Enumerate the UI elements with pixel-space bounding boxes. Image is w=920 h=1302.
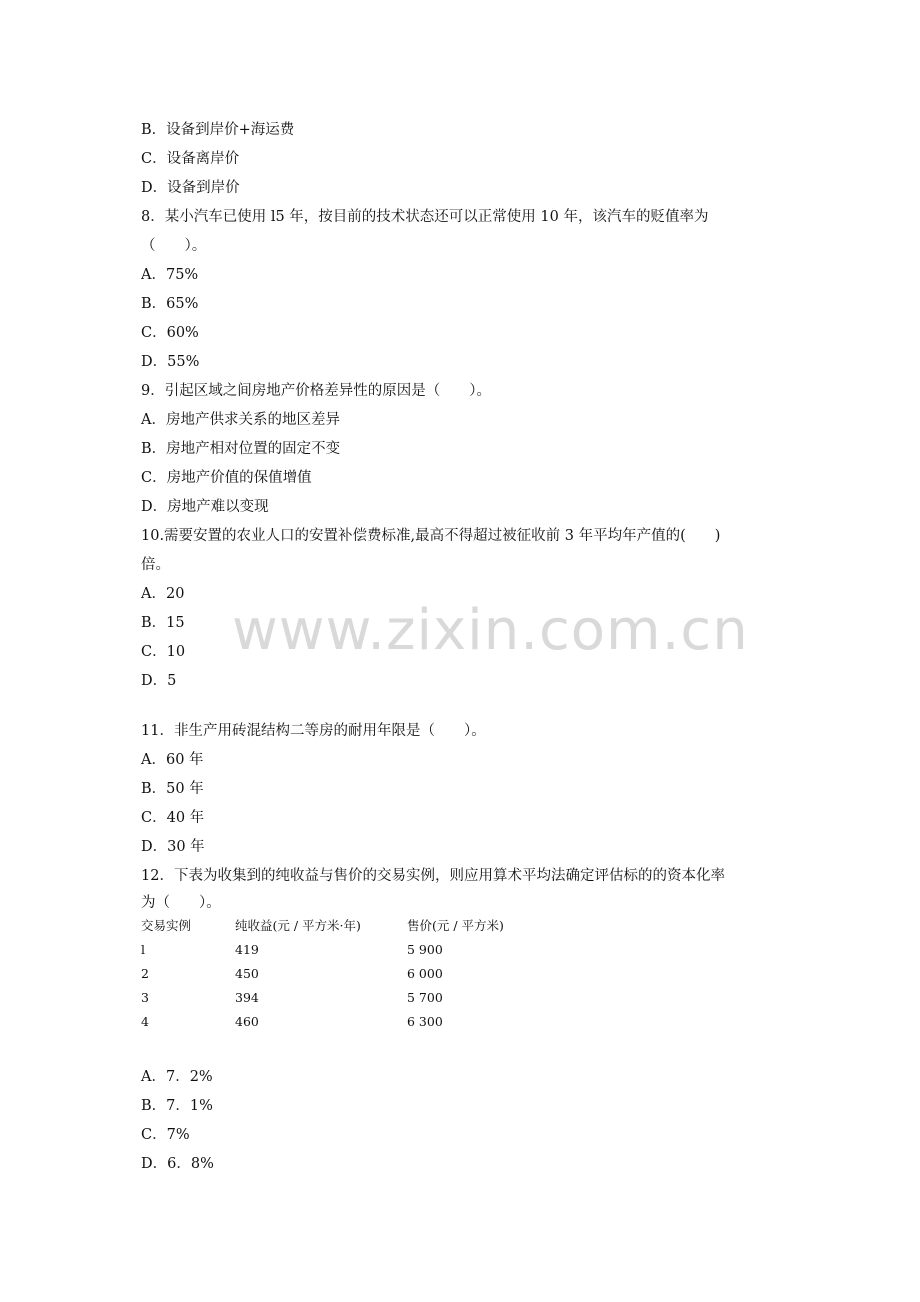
q8-stem: 8．某小汽车已使用 l5 年，按目前的技术状态还可以正常使用 10 年，该汽车的贬值率为 <box>141 209 709 225</box>
q11-option-a: A．60 年 <box>141 752 204 768</box>
q10-option-c: C．10 <box>141 644 186 660</box>
q9-option-d: D．房地产难以变现 <box>141 499 269 515</box>
q11-option-d: D．30 年 <box>141 839 205 855</box>
q12-option-b: B．7．1% <box>141 1098 213 1114</box>
q8-option-b: B．65% <box>141 296 199 312</box>
q12-option-a: A．7．2% <box>141 1069 213 1085</box>
q8-option-c: C．60% <box>141 325 199 341</box>
q9-option-c: C．房地产价值的保值增值 <box>141 470 312 486</box>
table-header-cell: 售价(元 / 平方米) <box>407 918 504 933</box>
table-cell: 6 000 <box>407 966 443 981</box>
table-cell: 419 <box>235 942 259 957</box>
q9-option-a: A．房地产供求关系的地区差异 <box>141 412 340 428</box>
q11-option-b: B．50 年 <box>141 781 204 797</box>
q8-option-a: A．75% <box>141 267 199 283</box>
q12-stem-cont: 为（ ）。 <box>141 895 221 911</box>
table-cell: 5 700 <box>407 990 443 1005</box>
table-cell: 460 <box>235 1014 259 1029</box>
q12-stem: 12．下表为收集到的纯收益与售价的交易实例，则应用算术平均法确定评估标的的资本化率 <box>141 868 725 884</box>
watermark: www.zixin.com.cn <box>232 598 749 663</box>
q9-stem: 9．引起区域之间房地产价格差异性的原因是（ ）。 <box>141 383 491 399</box>
q10-stem: 10.需要安置的农业人口的安置补偿费标准,最高不得超过被征收前 3 年平均年产值的( ) <box>141 528 721 544</box>
table-cell: 3 <box>141 990 149 1005</box>
table-cell: 5 900 <box>407 942 443 957</box>
table-cell: 450 <box>235 966 259 981</box>
table-cell: 394 <box>235 990 259 1005</box>
table-cell: 6 300 <box>407 1014 443 1029</box>
table-header-cell: 纯收益(元 / 平方米·年) <box>235 918 361 933</box>
q8-option-d: D．55% <box>141 354 200 370</box>
q10-option-b: B．15 <box>141 615 185 631</box>
table-header-cell: 交易实例 <box>141 918 192 933</box>
q12-option-c: C．7% <box>141 1127 190 1143</box>
table-cell: 4 <box>141 1014 149 1029</box>
table-cell: 2 <box>141 966 149 981</box>
q8-stem-cont: （ ）。 <box>141 238 207 254</box>
q7-option-c: C．设备离岸价 <box>141 151 240 167</box>
q7-option-d: D．设备到岸价 <box>141 180 240 196</box>
q10-stem-cont: 倍。 <box>141 557 170 573</box>
q10-option-a: A．20 <box>141 586 185 602</box>
table-cell: l <box>141 942 145 957</box>
q11-stem: 11．非生产用砖混结构二等房的耐用年限是（ ）。 <box>141 723 486 739</box>
q7-option-b: B．设备到岸价+海运费 <box>141 122 295 138</box>
q12-option-d: D．6．8% <box>141 1156 214 1172</box>
q11-option-c: C．40 年 <box>141 810 205 826</box>
q10-option-d: D．5 <box>141 673 177 689</box>
q9-option-b: B．房地产相对位置的固定不变 <box>141 441 341 457</box>
